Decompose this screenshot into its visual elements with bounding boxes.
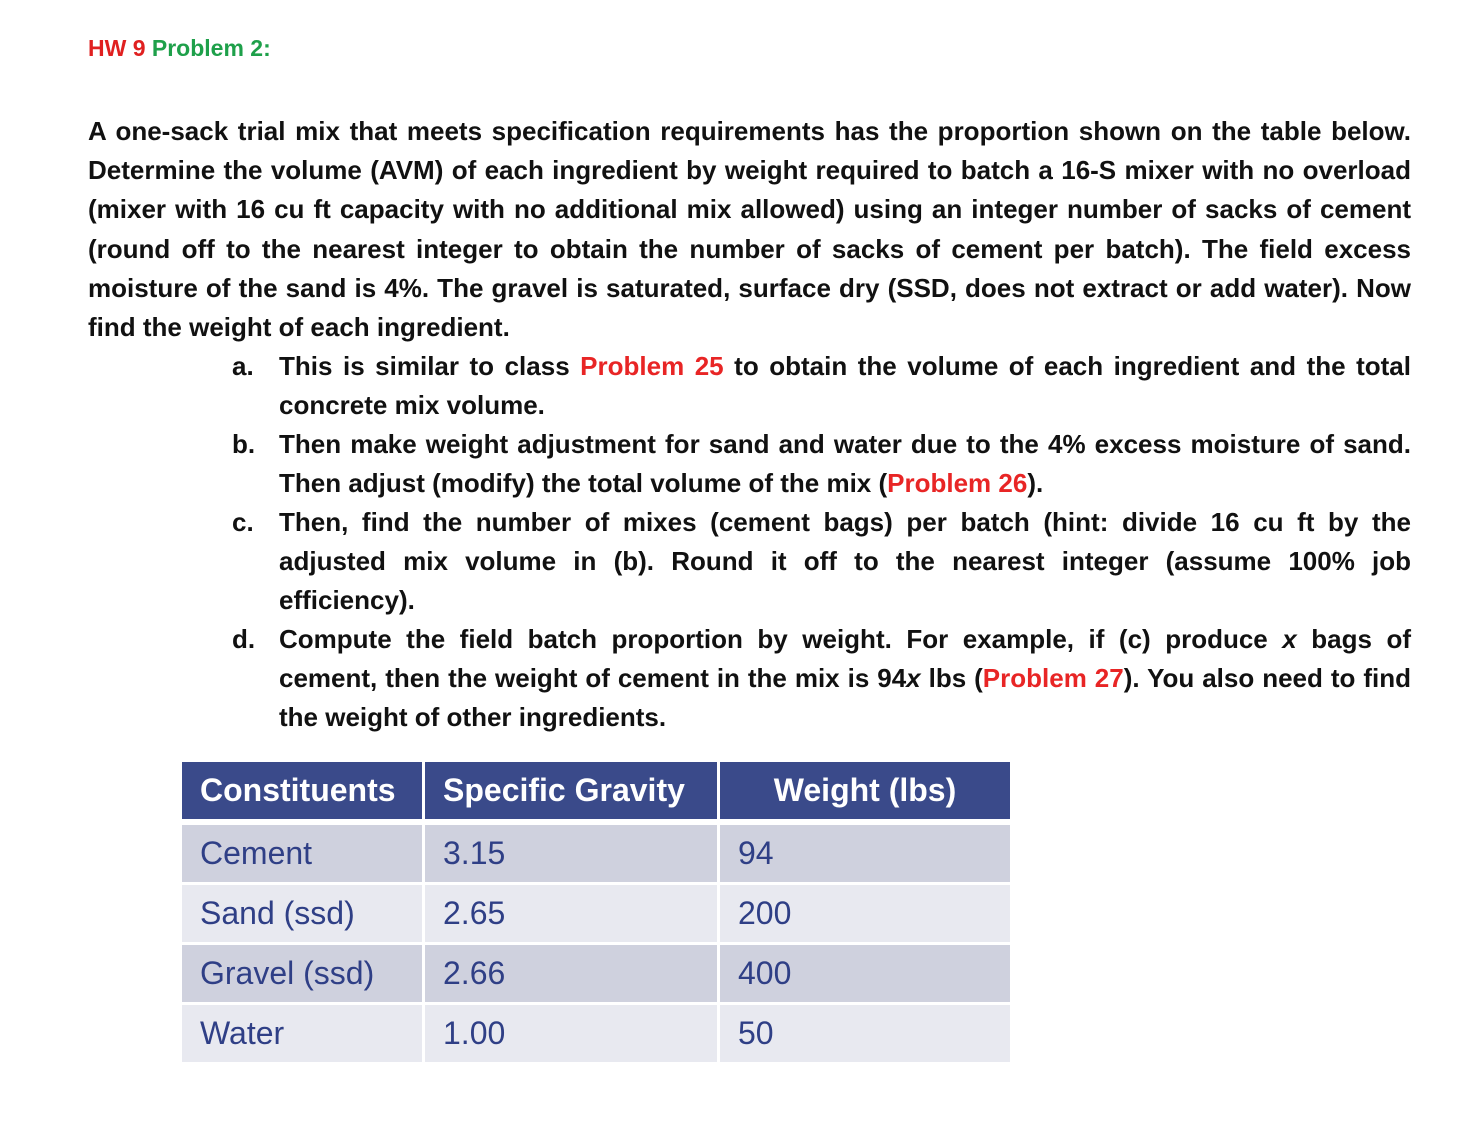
problem-label: Problem 2:: [151, 35, 271, 61]
cell-constituent: Gravel (ssd): [182, 945, 422, 1002]
step-text: bags of cement, then the weight of cement in the mix is 94: [279, 624, 1412, 694]
step-text: This is similar to class: [279, 351, 581, 382]
cell-weight: 94: [720, 822, 1010, 882]
cell-constituent: Sand (ssd): [182, 885, 422, 942]
problem-statement: A one-sack trial mix that meets specification requirements has the proportion shown on the table below. Determine the volume (AVM) of each ingredient by weight required to batch a 16-S mixer with no overload (mixer with 16 cu ft capacity with no additional mix allowed) using an integer number of sacks of cement (round off to the nearest integer to obtain the number of sacks of cement per batch). The field excess moisture of the sand is 4%. The gravel is saturated, surface dry (SSD, does not extract or add water). Now find the weight of each ingredient.: [88, 116, 1411, 343]
table-row: [182, 945, 1010, 1002]
step-marker: a.: [232, 351, 254, 382]
step-d: [232, 620, 1412, 737]
cell-specific-gravity: 2.66: [425, 945, 717, 1002]
header-specific-gravity: Specific Gravity: [425, 762, 717, 819]
cell-weight: 50: [720, 1005, 1010, 1062]
step-text: lbs (: [920, 663, 983, 694]
step-marker: c.: [232, 507, 254, 538]
proportion-table: [182, 762, 1010, 1062]
step-b: [232, 425, 1411, 503]
step-text: Compute the field batch proportion by weight. For example, if (c) produce: [279, 624, 1283, 655]
homework-label: HW 9: [88, 35, 146, 61]
step-marker: b.: [232, 429, 256, 460]
step-text: Then make weight adjustment for sand and water due to the 4% excess moisture of sand. Then adjust (modify) the total volume of the mix (: [279, 429, 1411, 499]
table-header-row: [182, 762, 1010, 819]
step-marker: d.: [232, 624, 256, 655]
step-text: Then, find the number of mixes (cement bags) per batch (hint: divide 16 cu ft by the adjusted mix volume in (b). Round it off to the nearest integer (assume 100% job efficiency).: [279, 507, 1411, 616]
problem-reference: Problem 25: [580, 351, 724, 382]
variable-x: x: [906, 663, 921, 694]
steps-list: [88, 347, 1411, 737]
document: [88, 30, 1411, 737]
step-text: ).: [1027, 468, 1044, 499]
table-row: [182, 885, 1010, 942]
cell-specific-gravity: 1.00: [425, 1005, 717, 1062]
step-text: ). You also need to find the weight of other ingredients.: [279, 663, 1411, 733]
header-constituents: Constituents: [182, 762, 422, 819]
cell-specific-gravity: 2.65: [425, 885, 717, 942]
table-row: [182, 822, 1010, 882]
cell-weight: 200: [720, 885, 1010, 942]
table-row: [182, 1005, 1010, 1062]
step-c: [232, 503, 1411, 620]
step-text: to obtain the volume of each ingredient and the total concrete mix volume.: [279, 351, 1411, 421]
cell-constituent: Water: [182, 1005, 422, 1062]
cell-constituent: Cement: [182, 822, 422, 882]
problem-reference: Problem 26: [887, 468, 1028, 499]
variable-x: x: [1282, 624, 1297, 655]
header-weight: Weight (lbs): [720, 762, 1010, 819]
step-a: [232, 347, 1411, 425]
cell-specific-gravity: 3.15: [425, 822, 717, 882]
problem-reference: Problem 27: [982, 663, 1124, 694]
problem-heading: [88, 30, 1411, 66]
cell-weight: 400: [720, 945, 1010, 1002]
